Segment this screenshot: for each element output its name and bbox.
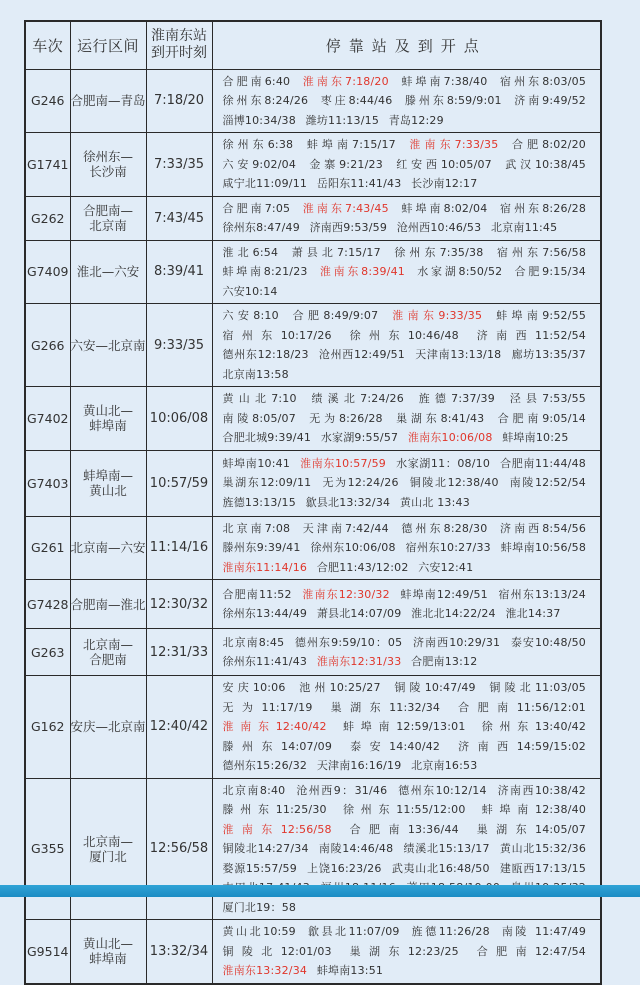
huainan-east-time: 11:14/16 — [146, 516, 212, 580]
stops-list — [212, 304, 601, 387]
stop-entry: 蚌埠南8:21/23 — [222, 265, 308, 278]
stop-entry: 铜陵北12:01/03 — [222, 944, 332, 958]
stop-entry: 德州东15:26/32 — [222, 759, 308, 772]
stop-entry: 武夷山北16:48/50 — [391, 861, 490, 875]
stop-entry: 红安西10:05/07 — [396, 157, 492, 171]
huainan-east-time: 7:33/35 — [146, 133, 212, 197]
table-row — [25, 676, 601, 779]
stop-entry: 沧州西9：31/46 — [296, 783, 388, 797]
header-time-line2: 到开时刻 — [151, 45, 207, 62]
train-number: G266 — [25, 304, 70, 387]
header-row — [25, 21, 601, 69]
stop-entry: 泰安10:48/50 — [510, 635, 586, 649]
stop-entry: 婺源15:57/59 — [222, 861, 297, 875]
stop-entry: 廊坊13:35/37 — [511, 348, 587, 361]
stop-entry: 六安12:41 — [418, 560, 474, 574]
stop-entry: 蚌埠南10:25 — [502, 431, 569, 444]
train-number: G7409 — [25, 240, 70, 304]
stop-entry: 合肥南11:56/12:01 — [458, 700, 586, 714]
stop-entry: 滕州东14:07/09 — [222, 739, 333, 753]
stop-entry: 无为12:24/26 — [322, 476, 399, 490]
stop-entry: 合肥9:15/34 — [514, 265, 586, 278]
stop-entry: 宿州东10:17/26 — [222, 328, 332, 342]
stop-entry: 六安10:14 — [222, 284, 278, 298]
table-row — [25, 387, 601, 451]
stop-entry: 南陵8:05/07 — [222, 411, 296, 425]
huainan-east-time: 10:06/08 — [146, 387, 212, 451]
stop-entry: 宿州东13:13/24 — [498, 587, 586, 601]
stop-entry: 沧州西12:49/51 — [318, 348, 405, 361]
stop-huainan-east-highlight: 淮南东10:06/08 — [407, 431, 493, 444]
stop-entry: 宿州东8:03/05 — [500, 74, 587, 88]
header-stops: 停靠站及到开点 — [212, 21, 601, 69]
stop-entry: 水家湖11：08/10 — [396, 456, 491, 470]
header-route: 运行区间 — [70, 21, 146, 69]
train-route: 北京南—六安 — [70, 516, 146, 580]
stop-entry: 水家湖8:50/52 — [417, 265, 503, 278]
stop-entry: 巢湖东8:41/43 — [396, 411, 485, 425]
stop-entry: 歙县北13:32/34 — [305, 495, 391, 509]
stop-entry: 青岛12:29 — [388, 113, 444, 127]
huainan-east-time: 12:56/58 — [146, 778, 212, 920]
stop-huainan-east-highlight: 淮南东12:56/58 — [222, 822, 332, 836]
huainan-east-time: 13:32/34 — [146, 920, 212, 984]
stop-entry: 蚌埠南12:49/51 — [400, 587, 488, 601]
stop-huainan-east-highlight: 淮南东7:43/45 — [302, 201, 389, 215]
stop-entry: 济南西8:54/56 — [500, 521, 587, 535]
train-number: G261 — [25, 516, 70, 580]
stop-entry: 天津南16:16/19 — [316, 759, 402, 772]
stop-huainan-east-highlight: 淮南东13:32/34 — [222, 964, 308, 977]
train-number: G355 — [25, 778, 70, 920]
stop-entry: 旌德11:26/28 — [411, 925, 490, 938]
stop-entry: 合肥8:49/9:07 — [292, 309, 379, 322]
stop-entry: 徐州东10:06/08 — [310, 541, 396, 554]
stop-entry: 枣庄8:44/46 — [320, 94, 393, 107]
stop-entry: 黄山北15:32/36 — [499, 842, 587, 855]
stop-entry: 蚌埠南7:38/40 — [401, 74, 488, 88]
huainan-east-time: 8:39/41 — [146, 240, 212, 304]
train-number: G1741 — [25, 133, 70, 197]
stop-entry: 合肥8:02/20 — [512, 138, 586, 151]
stop-entry: 铜陵北12:38/40 — [409, 476, 499, 490]
stop-entry: 铜陵10:47/49 — [394, 681, 476, 694]
stop-entry: 黄山北 13:43 — [399, 495, 470, 509]
stop-entry: 淮北北14:22/24 — [411, 607, 496, 620]
stop-entry: 无为11:17/19 — [222, 700, 313, 714]
stop-entry: 沧州西10:46/53 — [396, 221, 482, 234]
stop-entry: 北京南8:45 — [222, 635, 285, 649]
stop-entry: 蚌埠南9:52/55 — [496, 309, 587, 322]
stop-entry: 天津南13:13/18 — [415, 348, 502, 361]
stop-entry: 徐州东13:40/42 — [481, 720, 587, 733]
huainan-east-time: 12:31/33 — [146, 629, 212, 676]
train-number: G262 — [25, 196, 70, 240]
stop-entry: 德州东8:28/30 — [401, 521, 488, 535]
stop-entry: 池州10:25/27 — [299, 681, 381, 694]
train-route: 合肥南—青岛 — [70, 69, 146, 133]
stop-entry: 徐州东7:35/38 — [394, 245, 484, 259]
stop-entry: 巢湖东11:32/34 — [330, 700, 441, 714]
table-row — [25, 778, 601, 920]
stop-entry: 潍坊11:13/15 — [305, 113, 380, 127]
stop-entry: 合肥11:43/12:02 — [316, 560, 409, 574]
stop-entry: 咸宁北11:09/11 — [222, 177, 308, 190]
stop-entry: 合肥南13:12 — [411, 655, 478, 668]
stop-entry: 长沙南12:17 — [411, 177, 478, 190]
train-route: 徐州东— 长沙南 — [70, 133, 146, 197]
stops-list — [212, 387, 601, 451]
table-row — [25, 304, 601, 387]
stop-entry: 萧县北7:15/17 — [291, 245, 381, 259]
stop-entry: 六安9:02/04 — [222, 157, 297, 171]
stop-entry: 蚌埠南8:02/04 — [401, 201, 488, 215]
table-row — [25, 450, 601, 516]
stop-entry: 德州东9:59/10：05 — [294, 635, 403, 649]
stop-huainan-east-highlight: 淮南东9:33/35 — [392, 309, 483, 322]
stops-list — [212, 920, 601, 984]
stop-entry: 歙县北11:07/09 — [307, 925, 400, 938]
train-route: 蚌埠南— 黄山北 — [70, 450, 146, 516]
header-huainan-east-time — [146, 21, 212, 69]
huainan-east-time: 12:30/32 — [146, 580, 212, 629]
stop-entry: 铜陵北11:03/05 — [489, 681, 586, 694]
timetable-body — [25, 69, 601, 984]
stop-entry: 蚌埠南13:51 — [316, 964, 384, 977]
stop-entry: 巢湖东12:09/11 — [222, 476, 312, 490]
train-number: G7403 — [25, 450, 70, 516]
train-number: G7402 — [25, 387, 70, 451]
stop-entry: 泾县7:53/55 — [509, 392, 586, 405]
stop-entry: 济南西10:29/31 — [412, 635, 501, 649]
stop-entry: 铜陵北14:27/34 — [222, 842, 309, 855]
stop-entry: 淮北14:37 — [505, 607, 561, 620]
stop-entry: 水家湖9:55/57 — [320, 431, 399, 444]
table-row — [25, 133, 601, 197]
stop-entry: 巢湖东14:05/07 — [476, 822, 587, 836]
header-time-line1: 淮南东站 — [151, 28, 207, 45]
stop-entry: 黄山北7:10 — [222, 392, 297, 405]
stop-entry: 巢湖东12:23/25 — [349, 944, 459, 958]
stops-list — [212, 778, 601, 920]
stop-entry: 金寨9:21/23 — [309, 157, 383, 171]
table-row — [25, 920, 601, 984]
stop-entry: 萧县北14:07/09 — [316, 607, 402, 620]
stops-list — [212, 580, 601, 629]
stop-entry: 六安8:10 — [222, 309, 279, 322]
stop-entry: 徐州东6:38 — [222, 138, 294, 151]
stop-entry: 旌德7:37/39 — [418, 392, 495, 405]
train-number: G7428 — [25, 580, 70, 629]
stop-entry: 南陵12:52/54 — [509, 476, 586, 490]
stop-entry: 北京南8:40 — [222, 783, 286, 797]
stop-entry: 宿州东8:26/28 — [500, 201, 587, 215]
train-route: 北京南— 合肥南 — [70, 629, 146, 676]
stop-entry: 滕州东8:59/9:01 — [404, 94, 502, 107]
timetable-container — [24, 20, 602, 985]
huainan-east-time: 7:43/45 — [146, 196, 212, 240]
stop-entry: 黄山北10:59 — [222, 925, 296, 938]
train-route: 黄山北— 蚌埠南 — [70, 920, 146, 984]
table-row — [25, 516, 601, 580]
stop-entry: 北京南7:08 — [222, 521, 291, 535]
stop-entry: 南陵14:46/48 — [318, 842, 394, 855]
stop-entry: 徐州东10:46/48 — [349, 328, 459, 342]
stop-entry: 济南西11:52/54 — [476, 328, 587, 342]
stop-entry: 合肥南11:52 — [222, 587, 292, 601]
train-route: 安庆—北京南 — [70, 676, 146, 779]
stop-entry: 北京南16:53 — [411, 759, 478, 772]
stop-entry: 厦门北19：58 — [222, 900, 297, 914]
table-row — [25, 196, 601, 240]
table-row — [25, 69, 601, 133]
stop-entry: 无为8:26/28 — [309, 411, 383, 425]
stop-entry: 绩溪北7:24/26 — [311, 392, 404, 405]
stop-entry: 岳阳东11:41/43 — [316, 177, 402, 190]
table-row — [25, 240, 601, 304]
stop-entry: 徐州东13:44/49 — [222, 607, 308, 620]
stops-list — [212, 69, 601, 133]
stop-entry: 合肥南6:40 — [222, 74, 291, 88]
huainan-east-time: 10:57/59 — [146, 450, 212, 516]
stop-entry: 宿州东10:27/33 — [405, 541, 491, 554]
stops-list — [212, 516, 601, 580]
stop-entry: 北京南11:45 — [491, 221, 558, 234]
stop-huainan-east-highlight: 淮南东12:31/33 — [316, 655, 402, 668]
stops-list — [212, 450, 601, 516]
train-route: 合肥南—淮北 — [70, 580, 146, 629]
stop-entry: 滕州东11:25/30 — [222, 803, 327, 816]
stops-list — [212, 133, 601, 197]
stops-list — [212, 196, 601, 240]
stop-entry: 淮北6:54 — [222, 245, 279, 259]
stop-entry: 武汉10:38/45 — [505, 157, 586, 171]
stop-entry: 德州东12:18/23 — [222, 348, 309, 361]
train-route: 黄山北— 蚌埠南 — [70, 387, 146, 451]
stop-entry: 合肥南9:05/14 — [497, 411, 587, 425]
stop-huainan-east-highlight: 淮南东11:14/16 — [222, 560, 308, 574]
stop-entry: 蚌埠南10:41 — [222, 456, 291, 470]
stop-entry: 合肥北城9:39/41 — [222, 431, 312, 444]
stop-entry: 合肥南13:36/44 — [349, 822, 459, 836]
table-row — [25, 580, 601, 629]
stops-list — [212, 676, 601, 779]
stop-huainan-east-highlight: 淮南东12:40/42 — [222, 720, 327, 733]
stop-huainan-east-highlight: 淮南东12:30/32 — [302, 587, 390, 601]
stop-entry: 泰安14:40/42 — [350, 739, 441, 753]
stop-entry: 南陵 11:47/49 — [501, 925, 587, 938]
stop-entry: 济南9:49/52 — [514, 94, 586, 107]
train-route: 六安—北京南 — [70, 304, 146, 387]
stop-entry: 蚌埠南10:56/58 — [500, 541, 587, 554]
stop-entry: 济南西10:38/42 — [497, 783, 586, 797]
stop-huainan-east-highlight: 淮南东10:57/59 — [300, 456, 386, 470]
stop-entry: 蚌埠南12:38/40 — [481, 803, 587, 816]
stop-huainan-east-highlight: 淮南东8:39/41 — [319, 265, 405, 278]
table-row — [25, 629, 601, 676]
stop-entry: 徐州东8:47/49 — [222, 221, 300, 234]
stop-entry: 绩溪北15:13/17 — [403, 842, 490, 855]
stop-entry: 合肥南11:44/48 — [500, 456, 586, 470]
huainan-east-time: 12:40/42 — [146, 676, 212, 779]
stop-entry: 徐州东8:24/26 — [222, 94, 309, 107]
stop-entry: 宿州东7:56/58 — [496, 245, 587, 259]
header-train-no: 车次 — [25, 21, 70, 69]
stop-entry: 济南西14:59/15:02 — [458, 739, 586, 753]
stop-entry: 合肥南7:05 — [222, 201, 291, 215]
train-route: 合肥南— 北京南 — [70, 196, 146, 240]
stop-entry: 上饶16:23/26 — [307, 861, 382, 875]
stop-entry: 合肥南12:47/54 — [476, 944, 587, 958]
stop-entry: 北京南13:58 — [222, 367, 289, 381]
huainan-east-time: 9:33/35 — [146, 304, 212, 387]
stop-entry: 旌德13:13/15 — [222, 495, 296, 509]
train-number: G263 — [25, 629, 70, 676]
train-number: G246 — [25, 69, 70, 133]
stop-huainan-east-highlight: 淮南东7:18/20 — [302, 74, 389, 88]
train-number: G162 — [25, 676, 70, 779]
stop-entry: 济南西9:53/59 — [309, 221, 388, 234]
huainan-east-time: 7:18/20 — [146, 69, 212, 133]
stop-entry: 滕州东9:39/41 — [222, 541, 301, 554]
train-route: 北京南— 厦门北 — [70, 778, 146, 920]
train-route: 淮北—六安 — [70, 240, 146, 304]
stop-entry: 淄博10:34/38 — [222, 113, 296, 127]
train-number: G9514 — [25, 920, 70, 984]
stop-entry: 安庆10:06 — [222, 681, 286, 694]
stop-entry: 徐州东11:55/12:00 — [342, 803, 466, 816]
stops-list — [212, 240, 601, 304]
stop-entry: 徐州东11:41/43 — [222, 655, 308, 668]
stop-entry: 德州东10:12/14 — [398, 783, 487, 797]
stop-entry: 建瓯西17:13/15 — [499, 861, 587, 875]
stop-entry: 蚌埠南7:15/17 — [306, 138, 396, 151]
stops-list — [212, 629, 601, 676]
stop-entry: 天津南7:42/44 — [302, 521, 389, 535]
stop-huainan-east-highlight: 淮南东7:33/35 — [409, 138, 499, 151]
stop-entry: 蚌埠南12:59/13:01 — [342, 720, 466, 733]
train-timetable — [24, 20, 602, 985]
bottom-accent-bar — [0, 885, 640, 897]
